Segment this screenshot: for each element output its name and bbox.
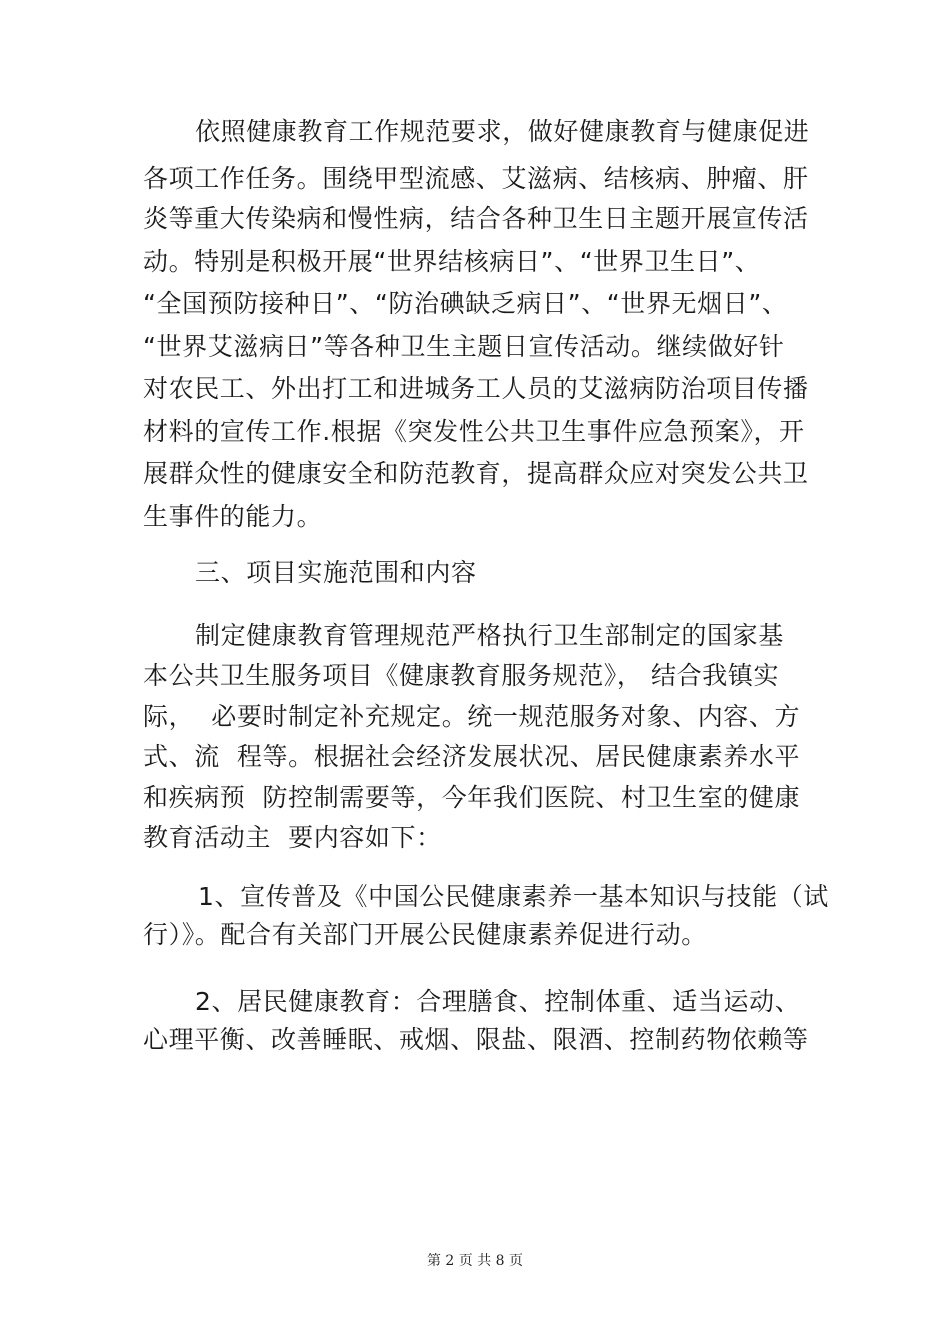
text-line: 本公共卫生服务项目《健康教育服务规范》， 结合我镇实 [143,661,780,690]
text-line: 心理平衡、改善睡眠、戒烟、限盐、限酒、控制药物依赖等 [143,1025,809,1054]
text-line: 材料的宣传工作.根据《突发性公共卫生事件应急预案》，开 [143,417,805,446]
text-line: “世界艾滋病日”等各种卫生主题日宣传活动。继续做好针 [143,332,785,361]
text-line: 1、宣传普及《中国公民健康素养一基本知识与技能（试 [198,882,829,911]
text-line: 制定健康教育管理规范严格执行卫生部制定的国家基 [195,621,784,650]
text-line: 和疾病预 防控制需要等，今年我们医院、村卫生室的健康 [143,783,801,812]
text-line: “全国预防接种日”、“防治碘缺乏病日”、“世界无烟日”、 [143,289,788,318]
text-line: 生事件的能力。 [143,502,323,531]
text-line: 依照健康教育工作规范要求，做好健康教育与健康促进 [195,117,810,146]
text-line: 各项工作任务。围绕甲型流感、艾滋病、结核病、肿瘤、肝 [143,164,809,193]
text-line: 际， 必要时制定补充规定。统一规范服务对象、内容、方 [143,702,801,731]
text-line: 展群众性的健康安全和防范教育，提高群众应对突发公共卫 [143,459,809,488]
section-heading: 三、项目实施范围和内容 [195,558,477,587]
text-line: 动。特别是积极开展“世界结核病日”、“世界卫生日”、 [143,247,761,276]
text-line: 炎等重大传染病和慢性病，结合各种卫生日主题开展宣传活 [143,204,809,233]
text-line: 对农民工、外出打工和进城务工人员的艾滋病防治项目传播 [143,374,809,403]
text-line: 行）》。配合有关部门开展公民健康素养促进行动。 [143,920,707,949]
text-line: 教育活动主 要内容如下： [143,823,442,852]
text-line: 2、居民健康教育：合理膳食、控制体重、适当运动、 [195,987,801,1016]
page-footer: 第 2 页 共 8 页 [426,1253,524,1269]
text-line: 式、流 程等。根据社会经济发展状况、居民健康素养水平 [143,742,801,771]
